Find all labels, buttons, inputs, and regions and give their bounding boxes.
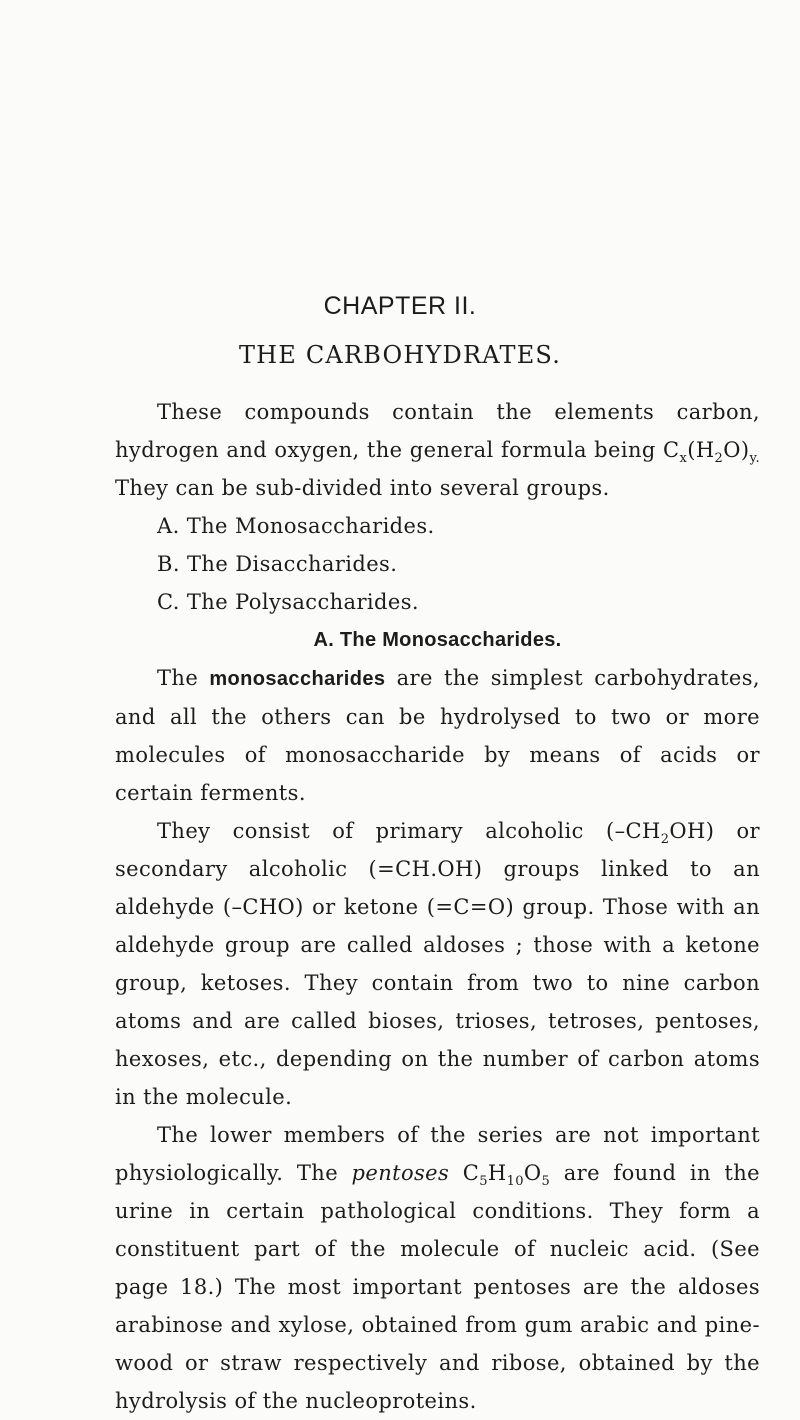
para2-text-2: OH) or secondary alcoholic (=CH.OH) groups linked to an aldehyde (–CHO) or ketone (=C=O) group. Those with an aldehyde group are called aldoses ; those with a ketone group, ketoses. They contain from two to nine carbon atoms and are called bioses, trioses, tetroses, pentoses, hexoses, etc., depending on the number of carbon atoms in the molecule. (115, 819, 760, 1109)
para2-sub: 2 (660, 832, 670, 848)
pentose-formula-c-sub: 5 (479, 1174, 488, 1190)
para2-text-1: They consist of primary alcoholic (–CH (157, 819, 661, 843)
structure-paragraph (115, 812, 760, 1116)
para1-term: monosaccharides (209, 668, 386, 690)
para3-text-2: are found in the urine in certain pathological conditions. They form a constituent part of the molecule of nucleic acid. (See page 18.) The most important pentoses are the aldoses arabinose and xylose, obtained from gum arabic and pine-wood or straw respectively and ribose, obtained by the hydrolysis of the nucleoproteins. (115, 1161, 760, 1413)
para1-after: are the simplest carbohydrates, and all the others can be hydrolysed to two or more molecules of monosaccharide by means of acids or certain ferments. (115, 666, 760, 805)
formula-h: (H (687, 438, 715, 462)
formula-c: C (663, 438, 680, 462)
formula-c-sub: x (679, 451, 688, 467)
intro-text-after: They can be sub-divided into several groups. (115, 476, 610, 500)
chapter-heading: CHAPTER II. (323, 292, 477, 320)
section-heading: A. The Monosaccharides. (313, 629, 562, 651)
monosaccharides-paragraph (115, 659, 760, 812)
pentoses-paragraph (115, 1116, 760, 1420)
para1-before: The (157, 666, 210, 690)
para3-text-1: The lower members of the series are not important physiologically. The (115, 1123, 760, 1185)
group-item: B. The Disaccharides. (157, 552, 398, 576)
intro-text-before: These compounds contain the elements carbon, hydrogen and oxygen, the general formula being (115, 400, 760, 462)
pentose-formula-o: O (523, 1161, 542, 1185)
group-item: C. The Polysaccharides. (157, 590, 419, 614)
page-body (115, 393, 760, 1420)
formula-o-sub: y. (749, 451, 760, 467)
pentose-formula-h: H (487, 1161, 507, 1185)
pentose-formula-h-sub: 10 (506, 1174, 524, 1190)
para3-term: pentoses (351, 1161, 450, 1185)
intro-paragraph (115, 393, 760, 507)
chapter-title: THE CARBOHYDRATES. (238, 341, 562, 369)
group-item: A. The Monosaccharides. (157, 514, 435, 538)
pentose-formula-c: C (449, 1161, 480, 1185)
formula-h-sub: 2 (714, 451, 724, 467)
general-formula (663, 438, 760, 467)
pentose-formula-o-sub: 5 (541, 1174, 551, 1190)
formula-o: O) (723, 438, 750, 462)
